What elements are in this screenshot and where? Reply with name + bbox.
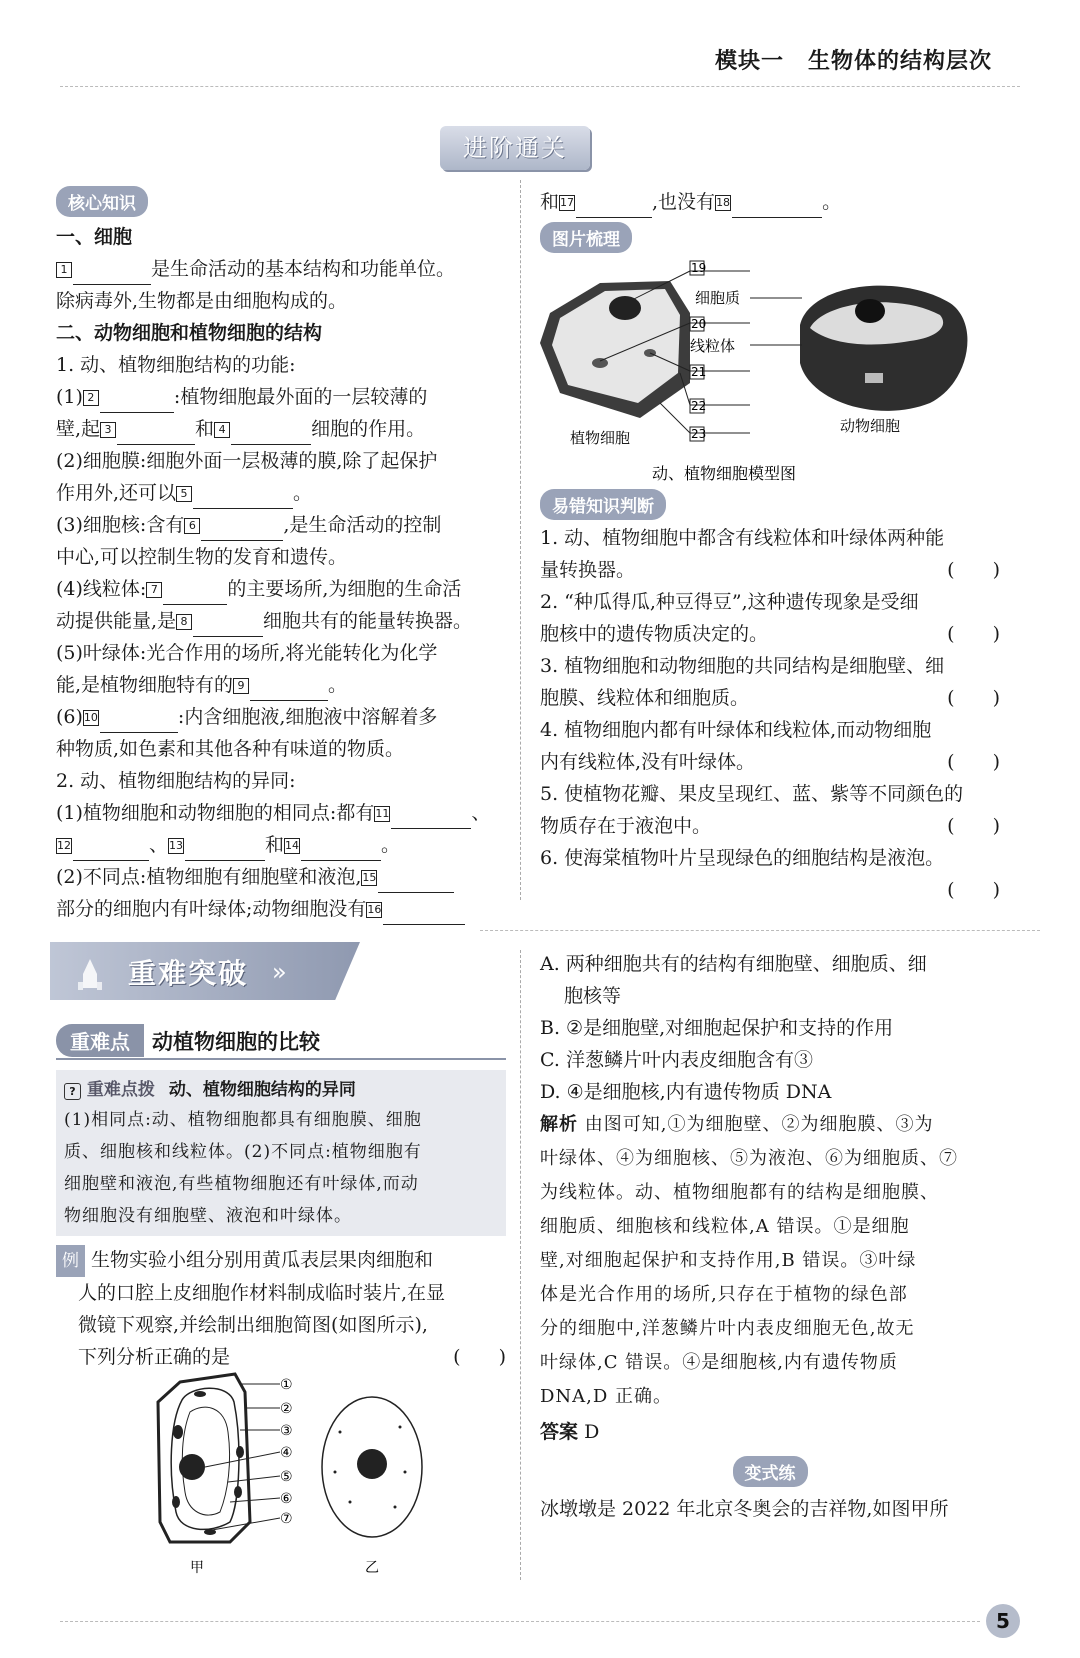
key-point-title: 动植物细胞的比较 [152,1030,320,1054]
text: 2. 动、植物细胞结构的异同: [56,770,296,792]
text: (1)植物细胞和动物细胞的相同点:都有 [56,802,375,824]
text: 。 [328,674,348,696]
judge-list [540,522,1000,901]
blank-number: 9 [233,678,249,694]
blank-number: 11 [375,807,390,820]
text: 和 [540,191,560,213]
answer-paren[interactable]: ( ) [947,751,1000,773]
text: (2)细胞膜:细胞外面一层极薄的膜,除了起保护 [56,450,438,472]
analysis-line: 细胞质、细胞核和线粒体,A 错误。①是细胞 [540,1216,910,1237]
analysis-label: 解析 [540,1114,578,1135]
question-line: 微镜下观察,并绘制出细胞简图(如图所示), [78,1314,428,1336]
tip-box [56,1070,506,1236]
text: 。 [822,191,842,213]
label-1: ① [280,1377,293,1393]
example-tag: 例 [56,1245,85,1277]
text: 胞核中的遗传物质决定的。 [540,623,769,645]
option-a-cont: 胞核等 [564,985,622,1007]
variant-practice-tag: 变式练 [733,1456,808,1487]
label-jia: 甲 [190,1560,204,1576]
text: 种物质,如色素和其他各种有味道的物质。 [56,738,405,760]
text: 。 [293,482,313,504]
question-line: 下列分析正确的是 [78,1346,231,1368]
column-divider [520,180,521,900]
fill-blank[interactable] [73,840,149,861]
picture-tag: 图片梳理 [540,222,632,253]
label-22: 22 [691,399,707,413]
blank-number: 2 [83,390,99,406]
plant-cell-model [540,281,690,418]
option-b: B. ②是细胞壁,对细胞起保护和支持的作用 [540,1017,894,1039]
label-6: ⑥ [280,1491,293,1507]
label-19: 19 [691,261,707,275]
text: :植物细胞最外面的一层较薄的 [173,386,428,408]
text: ,是生命活动的控制 [283,514,442,536]
analysis-line: 为线粒体。动、植物细胞都有的结构是细胞膜、 [540,1182,939,1203]
text: 除病毒外,生物都是由细胞构成的。 [56,290,348,312]
key-difficulty-title: 重难突破 [128,957,249,990]
tip-line: (1)相同点:动、植物细胞都具有细胞膜、细胞 [64,1110,422,1130]
fill-blank[interactable] [378,872,454,893]
judge-item: 6. 使海棠植物叶片呈现绿色的细胞结构是液泡。 [540,847,945,869]
text: 。 [381,834,401,856]
text: (4)线粒体: [56,578,147,600]
column-divider-lower [520,950,521,1580]
fill-blank[interactable] [250,680,328,701]
text: (1) [56,386,83,408]
text: 细胞的作用。 [311,418,426,440]
answer-paren[interactable]: ( ) [947,559,1000,581]
text: 1. 动、植物细胞结构的功能: [56,354,296,376]
analysis-line: 叶绿体、④为细胞核、⑤为液泡、⑥为细胞质、⑦ [540,1148,958,1169]
module-title: 生物体的结构层次 [807,49,992,74]
analysis-line: DNA,D 正确。 [540,1386,673,1407]
fill-blank[interactable] [193,616,263,637]
label-yi: 乙 [365,1560,379,1576]
footer-divider [60,1621,980,1622]
text: (3)细胞核:含有 [56,514,185,536]
cell-model-figure [540,253,1000,485]
text: 胞膜、线粒体和细胞质。 [540,687,750,709]
label-plant-cell: 植物细胞 [570,429,631,447]
label-3: ③ [280,1423,293,1439]
fill-blank[interactable] [100,392,174,413]
fill-blank[interactable] [301,840,381,861]
blank-number: 14 [285,839,300,852]
text: ,也没有 [652,191,716,213]
fill-blank[interactable] [117,424,195,445]
fill-blank[interactable] [201,520,283,541]
option-a: A. 两种细胞共有的结构有细胞壁、细胞质、细 [540,953,927,975]
text: 是生命活动的基本结构和功能单位。 [151,258,456,280]
cell-yi [322,1397,422,1537]
blank-number: 15 [362,871,377,884]
text: 细胞共有的能量转换器。 [263,610,473,632]
text: 动提供能量,是 [56,610,177,632]
text: 物质存在于液泡中。 [540,815,712,837]
core-knowledge [56,186,506,925]
answer-paren[interactable]: ( ) [947,879,1000,901]
tip-line: 物细胞没有细胞壁、液泡和叶绿体。 [64,1206,352,1226]
cell-sketch-figure [150,1372,470,1582]
blank-number: 13 [169,839,184,852]
lightbulb-icon: ? [64,1083,81,1100]
analysis-line: 体是光合作用的场所,只存在于植物的绿色部 [540,1284,908,1305]
animal-cell-model [800,286,967,411]
label-mito: 线粒体 [690,337,736,355]
label-2: ② [280,1401,293,1417]
option-c: C. 洋葱鳞片叶内表皮细胞含有③ [540,1049,813,1071]
fill-blank[interactable] [576,197,652,218]
heading-structure: 二、动物细胞和植物细胞的结构 [56,322,323,344]
figure-caption: 动、植物细胞模型图 [652,464,797,483]
question-line: 人的口腔上皮细胞作材料制成临时装片,在显 [78,1282,446,1304]
option-d: D. ④是细胞核,内有遗传物质 DNA [540,1081,832,1103]
judge-item: 5. 使植物花瓣、果皮呈现红、蓝、紫等不同颜色的 [540,783,964,805]
judge-item: 2. “种瓜得瓜,种豆得豆”,这种遗传现象是受细 [540,591,919,613]
key-point-pill: 重难点 [56,1024,144,1057]
text: (5)叶绿体:光合作用的场所,将光能转化为化学 [56,642,438,664]
label-21: 21 [691,365,707,379]
text: 的主要场所,为细胞的生命活 [227,578,462,600]
fill-blank[interactable] [391,808,471,829]
label-20: 20 [691,317,707,331]
blank-number: 4 [214,422,230,438]
text: 能,是植物细胞特有的 [56,674,234,696]
answer-column [540,948,1000,1525]
analysis-line: 壁,对细胞起保护和支持作用,B 错误。③叶绿 [540,1250,917,1271]
core-tag: 核心知识 [56,186,148,217]
blank-number: 16 [367,903,382,916]
question-line: 生物实验小组分别用黄瓜表层果肉细胞和 [91,1249,434,1271]
double-chevron-icon: » [272,958,287,986]
analysis-line: 叶绿体,C 错误。④是细胞核,内有遗传物质 [540,1352,898,1373]
text: 量转换器。 [540,559,636,581]
blank-number: 12 [57,839,71,852]
label-23: 23 [691,427,707,441]
blank-number: 7 [146,582,162,598]
text: 和 [195,418,215,440]
analysis-line: 分的细胞中,洋葱鳞片叶内表皮细胞无色,故无 [540,1318,915,1339]
fill-blank[interactable] [732,197,822,218]
key-point-heading [56,1024,506,1060]
tip-title: 重难点拨 [86,1080,155,1100]
answer-paren[interactable]: ( ) [947,687,1000,709]
example-question [56,1244,506,1373]
judge-item: 1. 动、植物细胞中都含有线粒体和叶绿体两种能 [540,527,945,549]
label-7: ⑦ [280,1511,293,1527]
fill-blank[interactable] [185,840,265,861]
answer-paren[interactable]: ( ) [947,623,1000,645]
fill-blank[interactable] [193,488,293,509]
rocket-icon [70,956,110,996]
label-animal-cell: 动物细胞 [840,417,901,435]
page-number: 5 [986,1604,1020,1638]
tip-subtitle: 动、植物细胞结构的异同 [168,1080,356,1100]
judge-item: 4. 植物细胞内都有叶绿体和线粒体,而动物细胞 [540,719,932,741]
fill-blank[interactable] [383,904,465,925]
module-label: 模块一 [714,49,784,74]
variant-question-line: 冰墩墩是 2022 年北京冬奥会的吉祥物,如图甲所 [540,1498,949,1520]
text: (2)不同点:植物细胞有细胞壁和液泡, [56,866,362,888]
blank-number: 6 [184,518,200,534]
section-banner: 进阶通关 [440,126,590,170]
right-column [540,186,1000,906]
cell-jia [158,1374,250,1542]
fill-blank[interactable] [163,584,227,605]
text: 中心,可以控制生物的发育和遗传。 [56,546,348,568]
answer-paren[interactable]: ( ) [453,1346,506,1368]
running-header [691,44,992,75]
text: 作用外,还可以 [56,482,177,504]
blank-number: 8 [176,614,192,630]
blank-number: 18 [716,196,731,209]
text: 、 [471,802,491,824]
judge-tag: 易错知识判断 [540,489,666,520]
label-5: ⑤ [280,1469,293,1485]
section-divider [480,930,1040,931]
fill-blank[interactable] [73,264,151,285]
blank-number: 10 [83,711,98,724]
fill-blank[interactable] [231,424,311,445]
fill-blank[interactable] [100,712,178,733]
label-4: ④ [280,1445,293,1461]
text: 部分的细胞内有叶绿体;动物细胞没有 [56,898,367,920]
text: 、 [149,834,169,856]
answer-label: 答案 [540,1421,579,1443]
text: 内有线粒体,没有叶绿体。 [540,751,756,773]
text: (6) [56,706,83,728]
text: 壁,起 [56,418,101,440]
answer-value: D [584,1421,600,1443]
blank-number: 3 [100,422,116,438]
blank-number: 17 [560,196,575,209]
text: 和 [265,834,285,856]
tip-line: 细胞壁和液泡,有些植物细胞还有叶绿体,而动 [64,1174,419,1194]
text: :内含细胞液,细胞液中溶解着多 [177,706,438,728]
header-divider [60,86,1020,87]
answer-paren[interactable]: ( ) [947,815,1000,837]
analysis-line: 由图可知,①为细胞壁、②为细胞膜、③为 [584,1114,934,1135]
blank-number: 5 [176,486,192,502]
judge-item: 3. 植物细胞和动物细胞的共同结构是细胞壁、细 [540,655,945,677]
blank-number: 1 [56,262,72,278]
tip-line: 质、细胞核和线粒体。(2)不同点:植物细胞有 [64,1142,422,1162]
heading-cell: 一、细胞 [56,226,133,248]
label-cytoplasm: 细胞质 [695,289,741,307]
